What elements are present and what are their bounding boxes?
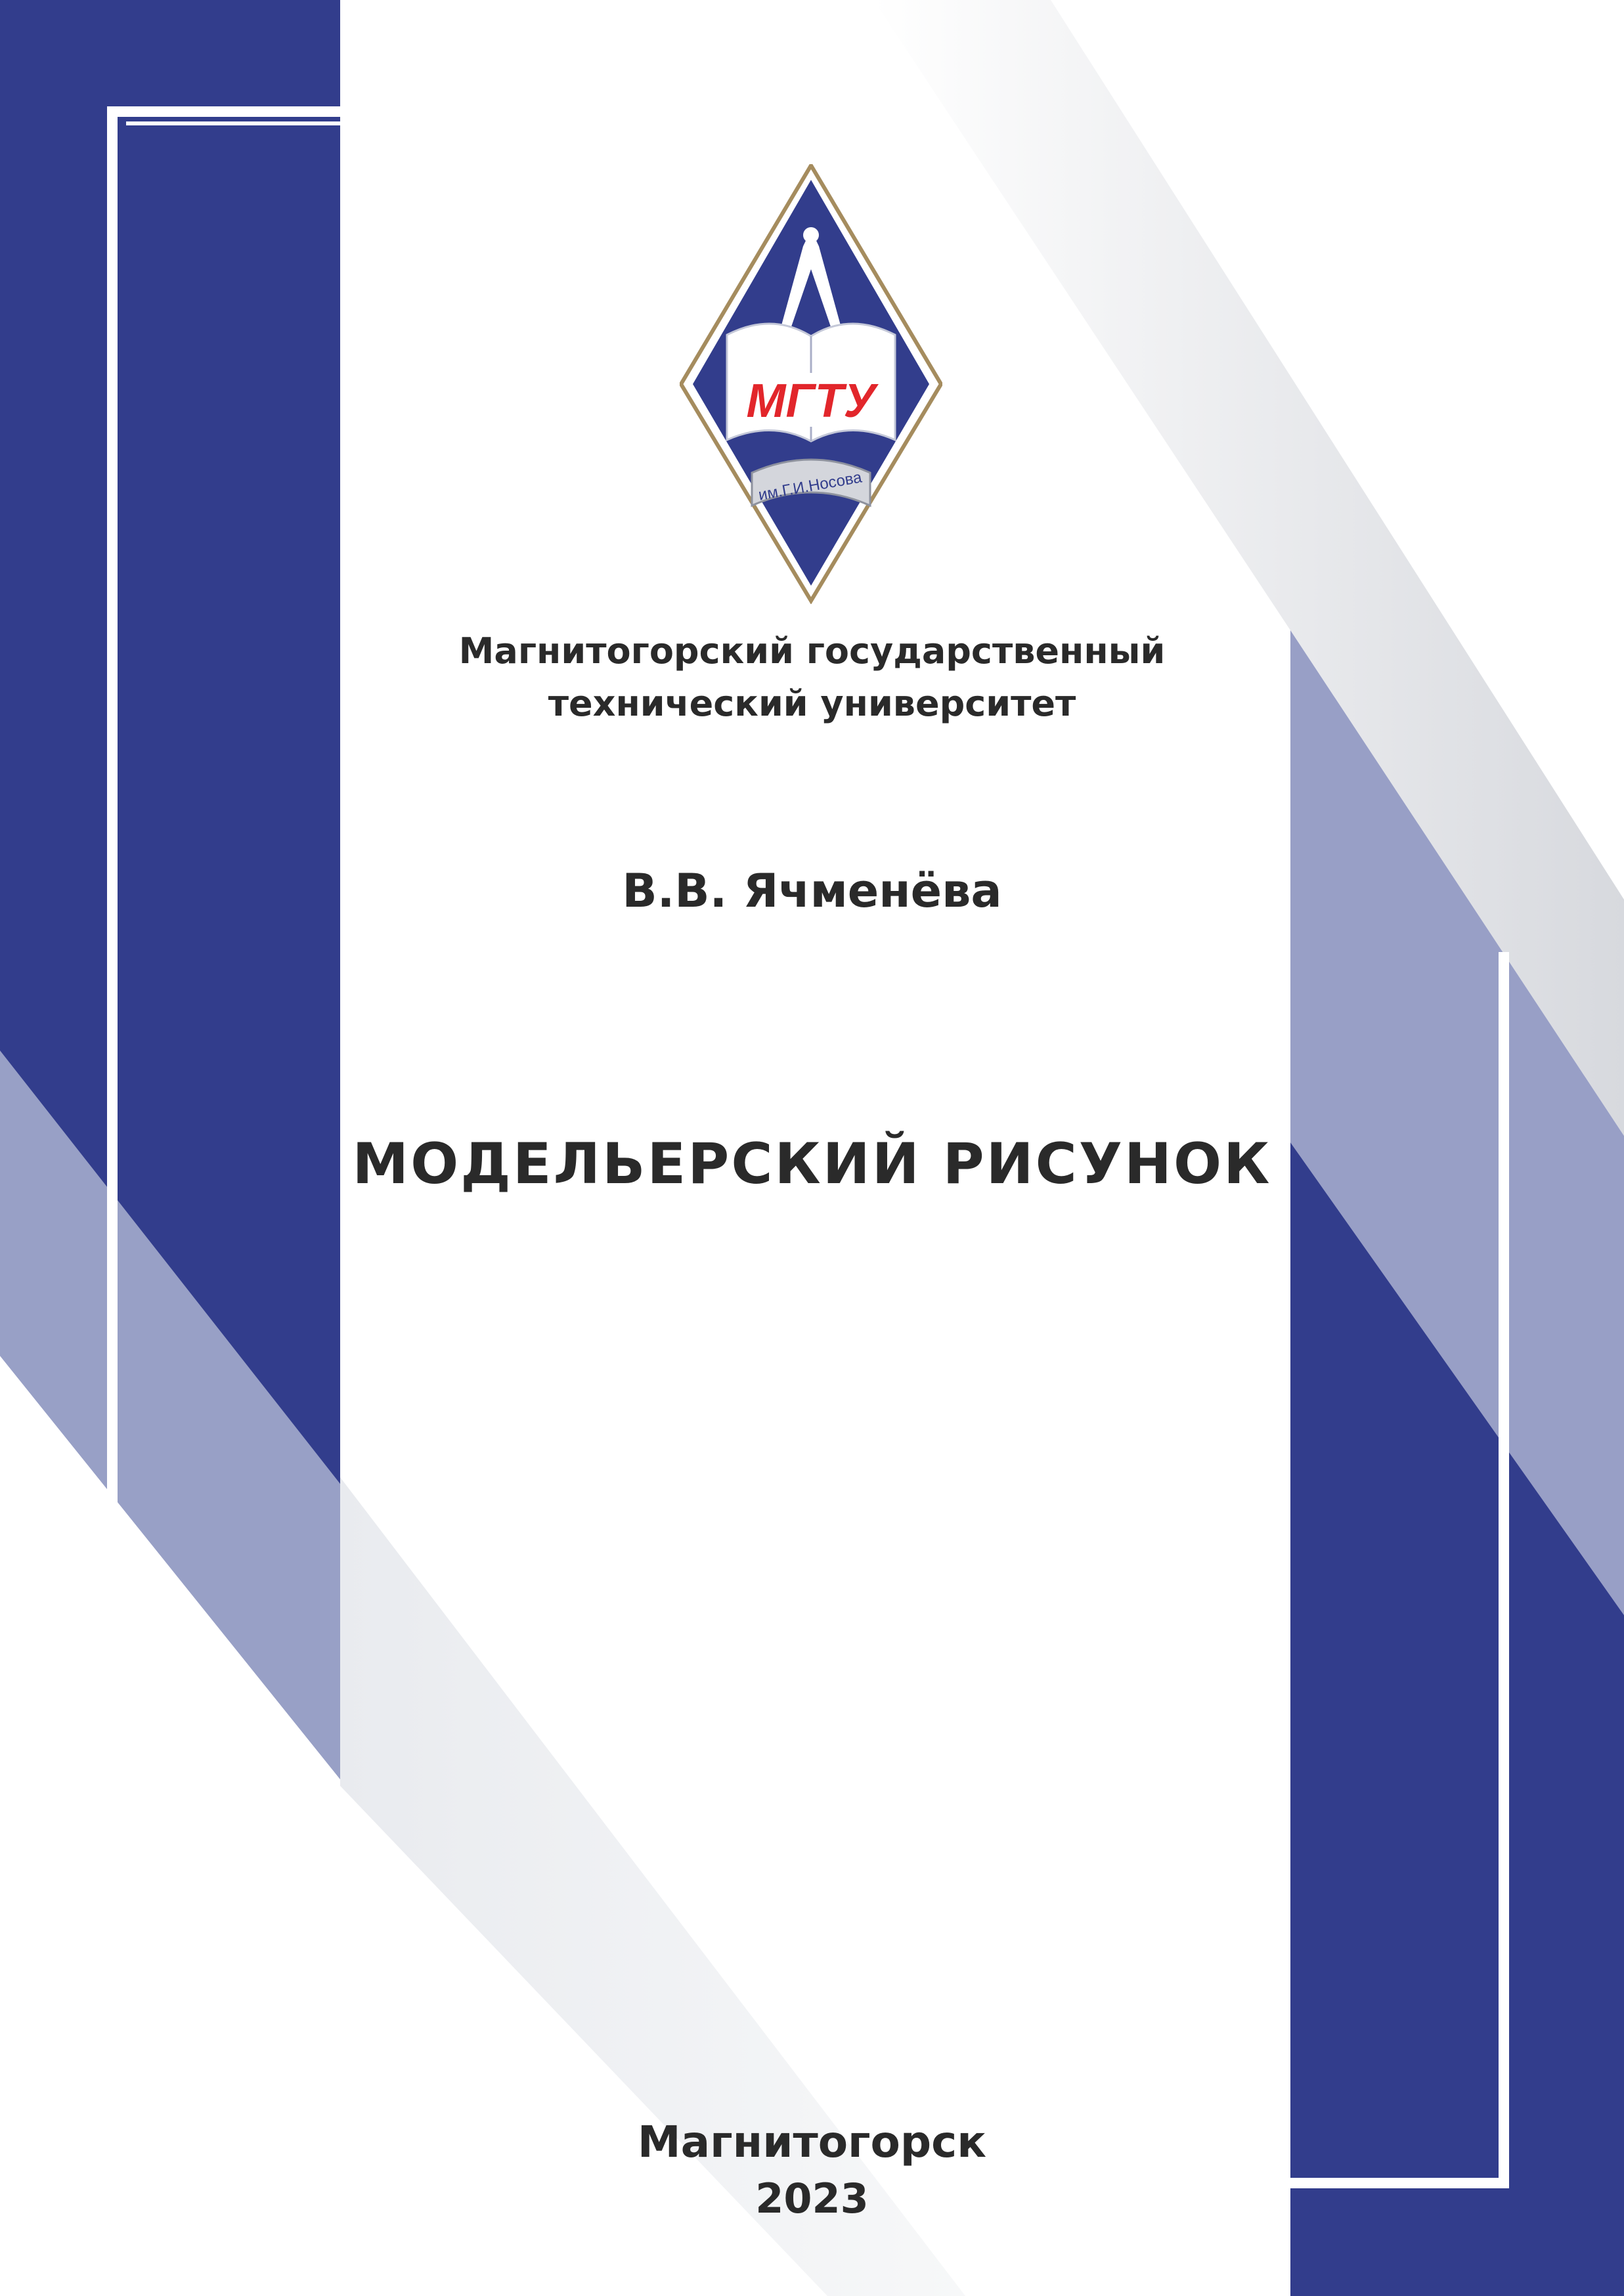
university-logo bbox=[680, 164, 942, 604]
book-title: МОДЕЛЬЕРСКИЙ РИСУНОК bbox=[352, 1131, 1272, 1197]
publication-city: Магнитогорск bbox=[637, 2117, 987, 2167]
logo-abbreviation: МГТУ bbox=[746, 375, 876, 427]
author-name: В.В. Ячменёва bbox=[622, 864, 1002, 918]
university-name-line2: технический университет bbox=[548, 683, 1076, 724]
university-name-line1: Магнитогорский государственный bbox=[458, 630, 1166, 672]
university-name bbox=[0, 625, 1624, 730]
logo-ribbon-text: им.Г.И.Носова bbox=[757, 468, 864, 504]
publication-year: 2023 bbox=[755, 2175, 869, 2222]
